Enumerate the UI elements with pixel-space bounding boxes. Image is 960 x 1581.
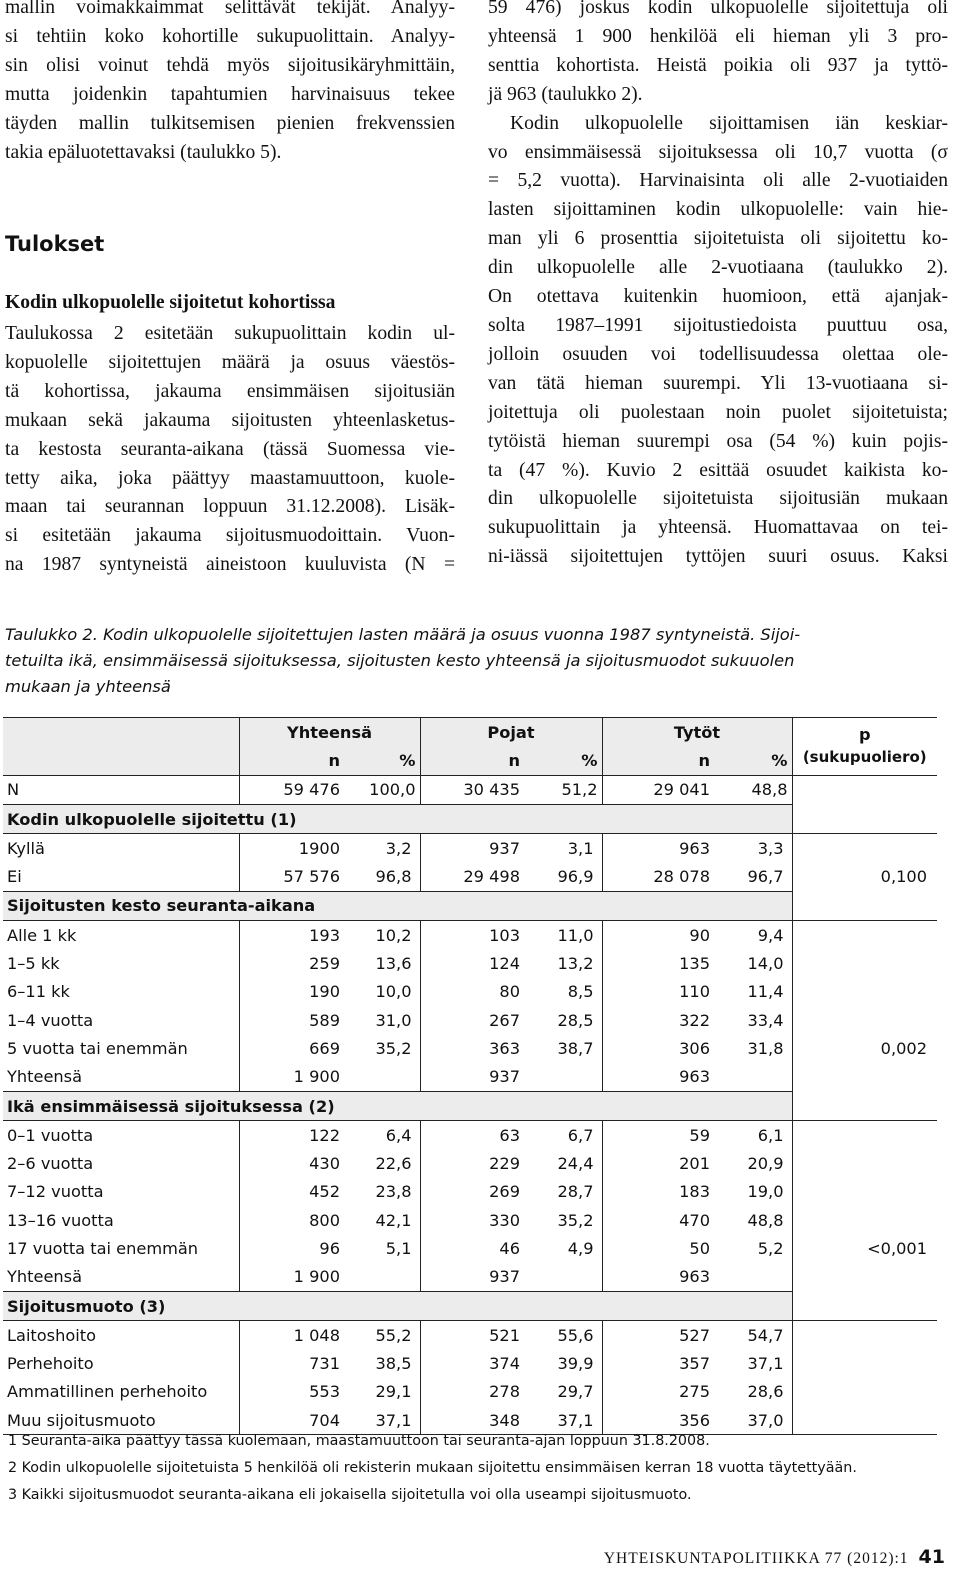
- cell: 229: [420, 1149, 524, 1177]
- cell: 28,5: [557, 1010, 594, 1030]
- row-label: 1–4 vuotta: [7, 1010, 94, 1030]
- cell: 330: [420, 1206, 524, 1234]
- cell: 275: [602, 1378, 714, 1406]
- row-label: Muu sijoitusmuoto: [7, 1410, 156, 1430]
- cell-p: [792, 1149, 937, 1177]
- cell: 80: [420, 978, 524, 1006]
- section-title: Kodin ulkopuolelle sijoitettu (1): [3, 804, 792, 833]
- cell-p: [792, 1206, 937, 1234]
- header-boys: Pojat: [420, 718, 602, 747]
- cell: 306: [602, 1034, 714, 1062]
- cell: 29 498: [420, 862, 524, 891]
- text-line: joitettuja oli puolestaan noin puolet sijoitetuista;: [488, 401, 948, 423]
- row-label: Alle 1 kk: [7, 925, 77, 945]
- footnote-2: 2 Kodin ulkopuolelle sijoitetuista 5 henkilöä oli rekisterin mukaan sijoitettu ensimmäisen kerran 18 vuotta täytettyään.: [8, 1460, 857, 1476]
- cell: 937: [420, 1063, 524, 1092]
- subheader-n: n: [602, 746, 714, 775]
- row-label: 7–12 vuotta: [7, 1182, 104, 1202]
- table-row: [3, 921, 937, 950]
- cell: 963: [602, 1263, 714, 1292]
- text-line: din ulkopuolelle sijoitetuista sijoitusiän mukaan: [488, 488, 948, 510]
- cell: 96,9: [557, 867, 594, 887]
- cell: [344, 1063, 420, 1092]
- cell: 54,7: [747, 1325, 784, 1345]
- caption-line: Taulukko 2. Kodin ulkopuolelle sijoitettujen lasten määrä ja osuus vuonna 1987 syntyneistä. Sijoi-: [5, 625, 801, 644]
- cell-p: [792, 1121, 937, 1150]
- section-title: Ikä ensimmäisessä sijoituksessa (2): [3, 1091, 792, 1120]
- cell: 470: [602, 1206, 714, 1234]
- cell: 1 900: [239, 1063, 344, 1092]
- text-line: man yli 6 prosenttia sijoitetuista oli sijoitettu ko-: [488, 228, 948, 250]
- text-line: jä 963 (taulukko 2).: [488, 83, 643, 105]
- row-label: 13–16 vuotta: [7, 1210, 114, 1230]
- text-line: lasten sijoittaminen kodin ulkopuolelle: vain hie-: [488, 199, 948, 221]
- subheader-pct: %: [344, 746, 420, 775]
- table-row: [3, 1206, 937, 1234]
- cell: 28,6: [747, 1382, 784, 1402]
- cell: 28 078: [602, 862, 714, 891]
- cell: 348: [420, 1406, 524, 1435]
- table-row: [3, 1034, 937, 1062]
- cell: 55,2: [375, 1325, 412, 1345]
- section-header-row: [3, 1091, 937, 1120]
- cell-p: [792, 1406, 937, 1435]
- section-title: Sijoitusten kesto seuranta-aikana: [3, 891, 792, 920]
- table-row: [3, 1149, 937, 1177]
- cell: 23,8: [375, 1182, 412, 1202]
- cell: 963: [602, 1063, 714, 1092]
- cell: 3,3: [757, 838, 784, 858]
- cell: 39,9: [557, 1354, 594, 1374]
- cell: 11,4: [747, 982, 784, 1002]
- cell: 122: [239, 1121, 344, 1150]
- cell: 35,2: [375, 1038, 412, 1058]
- header-p-label: p: [858, 725, 871, 745]
- cell: 452: [239, 1178, 344, 1206]
- row-label: 5 vuotta tai enemmän: [7, 1038, 188, 1058]
- cell: [714, 1263, 792, 1292]
- row-label: Ei: [7, 867, 22, 887]
- page-footer: [604, 1546, 945, 1568]
- header-total: Yhteensä: [239, 718, 420, 747]
- cell: 363: [420, 1034, 524, 1062]
- cell: 29,7: [557, 1382, 594, 1402]
- cell: 5,1: [385, 1238, 412, 1258]
- cell: 201: [602, 1149, 714, 1177]
- cell: 90: [602, 921, 714, 950]
- cell: 33,4: [747, 1010, 784, 1030]
- cell-p: [792, 1063, 937, 1092]
- table-row: [3, 1321, 937, 1350]
- cell: 37,1: [557, 1410, 594, 1430]
- cell: 38,5: [375, 1354, 412, 1374]
- cell: 110: [602, 978, 714, 1006]
- table-row: [3, 775, 937, 804]
- right-column: [488, 0, 948, 572]
- cell: 29 041: [602, 775, 714, 804]
- cell: 13,2: [557, 954, 594, 974]
- text-line: na 1987 syntyneistä aineistoon kuuluvista (N =: [5, 554, 455, 576]
- section-header-row: [3, 1291, 937, 1320]
- cell: 6,4: [385, 1125, 412, 1145]
- body-paragraph-left: [5, 320, 455, 580]
- table-row: [3, 1178, 937, 1206]
- text-line: On otettava kuitenkin huomioon, että ajanjak-: [488, 286, 948, 308]
- text-line: Kodin ulkopuolelle sijoittamisen iän keskiar-: [510, 112, 948, 134]
- cell: 3,2: [385, 838, 412, 858]
- text-line: tä kohortissa, jakauma ensimmäisen sijoitusiän: [5, 380, 455, 402]
- cell: 4,9: [567, 1238, 594, 1258]
- cell: 1 048: [239, 1321, 344, 1350]
- text-line: si esitetään jakauma sijoitusmuodoittain. Vuon-: [5, 525, 455, 547]
- row-label: 1–5 kk: [7, 954, 60, 974]
- subheader-pct: %: [714, 746, 792, 775]
- table-row: [3, 862, 937, 891]
- cell: 29,1: [375, 1382, 412, 1402]
- table-row: [3, 1350, 937, 1378]
- text-line: tetty aika, joka päättyy maastamuuttoon, kuole-: [5, 467, 455, 489]
- text-line: yhteensä 1 900 henkilöä eli hieman yli 3 pro-: [488, 25, 948, 47]
- cell: 57 576: [239, 862, 344, 891]
- intro-paragraph: [5, 0, 455, 167]
- header-girls: Tytöt: [602, 718, 792, 747]
- cell-p: [792, 775, 937, 804]
- cell: 55,6: [557, 1325, 594, 1345]
- table-row: [3, 978, 937, 1006]
- cell-p: [792, 1350, 937, 1378]
- cell-p: <0,001: [792, 1234, 937, 1262]
- cell: [524, 1263, 602, 1292]
- text-line: tytöistä hieman suurempi osa (54 %) kuin pojis-: [488, 430, 948, 452]
- cell: 96,7: [747, 867, 784, 887]
- section-header-row: [3, 891, 937, 920]
- cell: 1900: [239, 834, 344, 863]
- cell: 38,7: [557, 1038, 594, 1058]
- cell-p: [792, 978, 937, 1006]
- cell: 190: [239, 978, 344, 1006]
- section-title: Sijoitusmuoto (3): [3, 1291, 792, 1320]
- cell: [524, 1063, 602, 1092]
- cell: 31,0: [375, 1010, 412, 1030]
- text-line: ni-iässä sijoitettujen tyttöjen suuri osuus. Kaksi: [488, 546, 948, 568]
- row-label: Perhehoito: [7, 1354, 94, 1374]
- row-label: Laitoshoito: [7, 1325, 97, 1345]
- text-line: senttia kohortista. Heistä poikia oli 937 ja tyttö-: [488, 54, 948, 76]
- cell-p: [792, 1006, 937, 1034]
- row-label: Yhteensä: [7, 1067, 83, 1087]
- cell: 183: [602, 1178, 714, 1206]
- cell-p: [792, 891, 937, 920]
- cell: 527: [602, 1321, 714, 1350]
- cell: 430: [239, 1149, 344, 1177]
- cell: 103: [420, 921, 524, 950]
- cell: 24,4: [557, 1154, 594, 1174]
- data-table: [3, 717, 937, 1435]
- table-row: [3, 834, 937, 863]
- cell: 22,6: [375, 1154, 412, 1174]
- cell-p: [792, 1178, 937, 1206]
- cell: 193: [239, 921, 344, 950]
- text-line: sukupuolittain ja yhteensä. Huomattavaa on tei-: [488, 517, 948, 539]
- header-p-sub: (sukupuoliero): [802, 748, 927, 767]
- cell: 357: [602, 1350, 714, 1378]
- table-row: [3, 1406, 937, 1435]
- cell-p: 0,002: [792, 1034, 937, 1062]
- row-label: 17 vuotta tai enemmän: [7, 1238, 199, 1258]
- cell: 937: [420, 1263, 524, 1292]
- text-line: van tätä hieman suurempi. Yli 13-vuotiaana si-: [488, 372, 948, 394]
- row-label: 6–11 kk: [7, 982, 70, 1002]
- cell: 96: [239, 1234, 344, 1262]
- cell: 124: [420, 949, 524, 977]
- cell: 553: [239, 1378, 344, 1406]
- subheader-n: n: [239, 746, 344, 775]
- cell: 3,1: [567, 838, 594, 858]
- cell-p: [792, 921, 937, 950]
- cell: 669: [239, 1034, 344, 1062]
- cell: 259: [239, 949, 344, 977]
- row-label: Ammatillinen perhehoito: [7, 1382, 208, 1402]
- cell: 48,8: [747, 1210, 784, 1230]
- cell: 11,0: [557, 925, 594, 945]
- cell: 10,0: [375, 982, 412, 1002]
- text-line: Taulukossa 2 esitetään sukupuolittain kodin ul-: [5, 323, 455, 344]
- cell: [714, 1063, 792, 1092]
- page-number: 41: [918, 1546, 945, 1568]
- text-line: vo ensimmäisessä sijoituksessa oli 10,7 vuotta (σ: [488, 141, 948, 163]
- subheader-n: n: [420, 746, 524, 775]
- cell-p: [792, 1378, 937, 1406]
- cell: 322: [602, 1006, 714, 1034]
- cell: 5,2: [757, 1238, 784, 1258]
- subheader-pct: %: [524, 746, 602, 775]
- cell: 963: [602, 834, 714, 863]
- cell: 1 900: [239, 1263, 344, 1292]
- text-line: solta 1987–1991 sijoitustiedoista puuttuu osa,: [488, 314, 948, 336]
- cell: 135: [602, 949, 714, 977]
- text-line: mutta joidenkin tapahtumien harvinaisuus tekee: [5, 83, 455, 105]
- cell: 356: [602, 1406, 714, 1435]
- cell: 35,2: [557, 1210, 594, 1230]
- cell: 20,9: [747, 1154, 784, 1174]
- cell: 13,6: [375, 954, 412, 974]
- cell: 37,0: [747, 1410, 784, 1430]
- row-label: Yhteensä: [7, 1267, 83, 1287]
- cell-p: [792, 804, 937, 833]
- cell: 48,8: [751, 780, 788, 800]
- cell-p: [792, 1091, 937, 1120]
- cell: 374: [420, 1350, 524, 1378]
- journal-name: YHTEISKUNTAPOLITIIKKA 77 (2012):1: [603, 1550, 909, 1567]
- cell: 14,0: [747, 954, 784, 974]
- table-row: [3, 1263, 937, 1292]
- section-header-row: [3, 804, 937, 833]
- cell: 59: [602, 1121, 714, 1150]
- cell: 267: [420, 1006, 524, 1034]
- table-row: [3, 949, 937, 977]
- table-row: [3, 1378, 937, 1406]
- cell: 96,8: [375, 867, 412, 887]
- subsection-heading: Kodin ulkopuolelle sijoitetut kohortissa: [5, 292, 336, 313]
- text-line: = 5,2 vuotta). Harvinaisinta oli alle 2-vuotiaiden: [488, 170, 948, 192]
- cell: 704: [239, 1406, 344, 1435]
- text-line: din ulkopuolelle alle 2-vuotiaana (taulukko 2).: [488, 257, 948, 279]
- text-line: maan tai seurannan loppuun 31.12.2008). Lisäk-: [5, 496, 455, 518]
- cell: 269: [420, 1178, 524, 1206]
- cell: 9,4: [757, 925, 784, 945]
- cell: 46: [420, 1234, 524, 1262]
- cell: 8,5: [567, 982, 594, 1002]
- table-caption: [5, 622, 950, 700]
- section-heading: Tulokset: [5, 232, 105, 256]
- cell: 19,0: [747, 1182, 784, 1202]
- text-line: si tehtiin koko kohortille sukupuolittain. Analyy-: [5, 25, 455, 47]
- cell: 51,2: [561, 780, 598, 800]
- text-line: ta kestosta seuranta-aikana (tässä Suomessa vie-: [5, 438, 455, 460]
- cell: 589: [239, 1006, 344, 1034]
- cell: 278: [420, 1378, 524, 1406]
- caption-line: mukaan ja yhteensä: [5, 677, 171, 696]
- row-label: N: [7, 780, 20, 800]
- cell: 100,0: [369, 780, 416, 800]
- cell: 6,1: [757, 1125, 784, 1145]
- header-p: [792, 718, 937, 776]
- cell: 37,1: [747, 1354, 784, 1374]
- row-label: Kyllä: [7, 838, 45, 858]
- table-row: [3, 1006, 937, 1034]
- footnote-3: 3 Kaikki sijoitusmuodot seuranta-aikana eli jokaisella sijoitetulla voi olla useampi sijoitusmuoto.: [8, 1487, 692, 1503]
- cell-p: 0,100: [792, 862, 937, 891]
- cell-p: [792, 834, 937, 863]
- cell: 59 476: [239, 775, 344, 804]
- text-line: jolloin osuuden voi todellisuudessa olettaa ole-: [488, 343, 948, 365]
- cell: 6,7: [567, 1125, 594, 1145]
- cell: 521: [420, 1321, 524, 1350]
- text-line: 59 476) joskus kodin ulkopuolelle sijoitettuja oli: [488, 0, 948, 18]
- cell-p: [792, 1291, 937, 1320]
- text-line: mukaan sekä jakauma sijoitusten yhteenlasketus-: [5, 409, 455, 431]
- cell: [344, 1263, 420, 1292]
- text-line: takia epäluotettavaksi (taulukko 5).: [5, 141, 282, 163]
- cell: 30 435: [420, 775, 524, 804]
- table-row: [3, 1063, 937, 1092]
- cell: 937: [420, 834, 524, 863]
- cell: 37,1: [375, 1410, 412, 1430]
- cell: 28,7: [557, 1182, 594, 1202]
- row-label: 2–6 vuotta: [7, 1154, 94, 1174]
- cell-p: [792, 1263, 937, 1292]
- cell: 31,8: [747, 1038, 784, 1058]
- text-line: ta (47 %). Kuvio 2 esittää osuudet kaikista ko-: [488, 459, 948, 481]
- cell: 50: [602, 1234, 714, 1262]
- footnote-1: 1 Seuranta-aika päättyy tässä kuolemaan, maastamuuttoon tai seuranta-ajan loppuun 31.8.2008.: [8, 1433, 710, 1449]
- text-line: mallin voimakkaimmat selittävät tekijät. Analyy-: [5, 0, 455, 18]
- text-line: sin olisi voinut tehdä myös sijoitusikäryhmittäin,: [5, 54, 455, 76]
- row-label: 0–1 vuotta: [7, 1125, 94, 1145]
- cell: 800: [239, 1206, 344, 1234]
- text-line: kopuolelle sijoitettujen määrä ja osuus väestös-: [5, 351, 455, 373]
- cell-p: [792, 949, 937, 977]
- cell: 731: [239, 1350, 344, 1378]
- table-body: [3, 775, 937, 1435]
- caption-line: tetuilta ikä, ensimmäisessä sijoituksessa, sijoitusten kesto yhteensä ja sijoitusmuodot sukuuolen: [5, 651, 795, 670]
- cell-p: [792, 1321, 937, 1350]
- cell: 10,2: [375, 925, 412, 945]
- cell: 63: [420, 1121, 524, 1150]
- table-row: [3, 1121, 937, 1150]
- text-line: täyden mallin tulkitsemisen pienien frekvenssien: [5, 112, 455, 134]
- cell: 42,1: [375, 1210, 412, 1230]
- table-row: [3, 1234, 937, 1262]
